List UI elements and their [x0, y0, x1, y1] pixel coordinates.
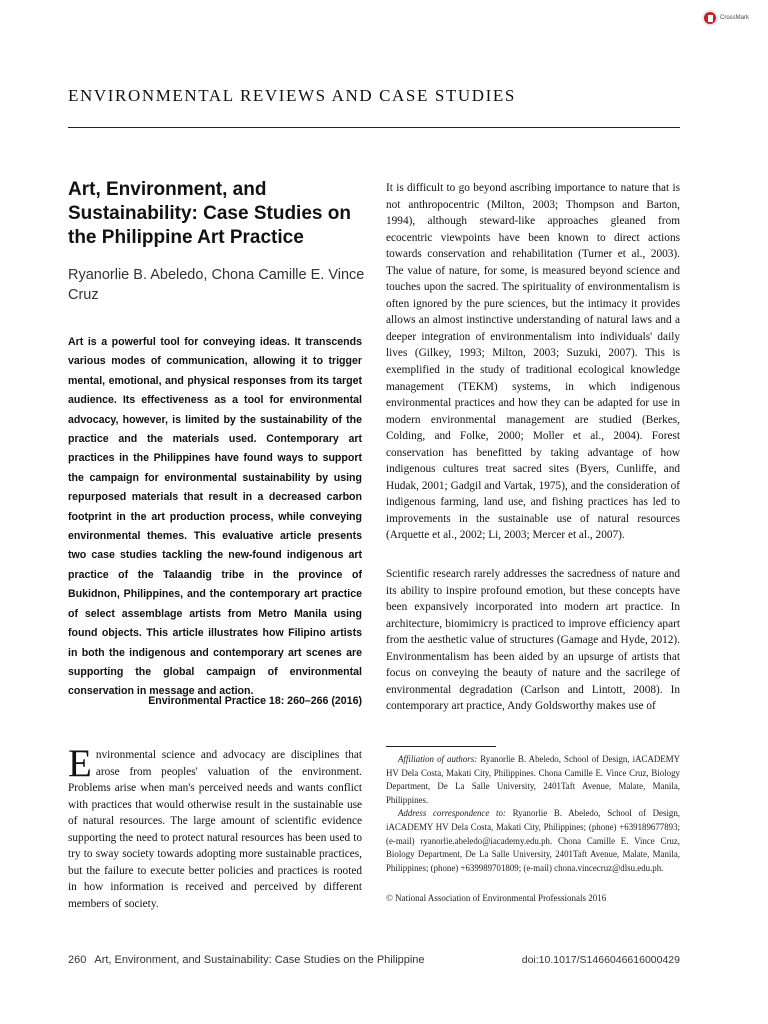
- running-title: Art, Environment, and Sustainability: Case Studies on the Philippine: [94, 954, 425, 966]
- crossmark-icon: [702, 10, 718, 26]
- journal-section-header: ENVIRONMENTAL REVIEWS AND CASE STUDIES: [68, 86, 516, 105]
- abstract: Art is a powerful tool for conveying ideas. It transcends various modes of communication, allowing it to trigger mental, emotional, and physical responses from its target audience. Its effectiveness as a tool for environmental advocacy, however, is limited by the sustainability of the practice and the materials used. Contemporary art practices in the Philippines have found ways to support the campaign for environmental sustainability by using repurposed materials that result in a decreased carbon footprint in the art production process, while conveying environmental themes. This evaluative article presents two case studies tackling the new-found indigenous art practice of the Talaandig tribe in the province of Bukidnon, Philippines, and the contemporary art practice of select assemblage artists from Metro Manila using found objects. This article illustrates how Filipino artists in both the indigenous and contemporary art scenes are supporting the global campaign of environmental conservation in message and action.: [68, 336, 362, 698]
- correspondence-label: Address correspondence to:: [398, 808, 506, 819]
- article-authors: Ryanorlie B. Abeledo, Chona Camille E. Vince Cruz: [68, 267, 365, 303]
- page-footer-left: [68, 954, 425, 966]
- body-paragraph-2: Scientific research rarely addresses the sacredness of nature and its ability to inspire profound emotion, but these concepts have been expansively incorporated into modern art practice. In architecture, biomimicry is practiced to improve efficiency apart from the aesthetic value of structures (Gamage and Hyde, 2012). Environmentalism has been aided by an upsurge of artists that focus on conveying the beauty of nature and the sacrilege of environmental degradation (Carlson and Lintott, 2008). In contemporary art practice, Andy Goldsworthy makes use of: [386, 568, 680, 713]
- footnote-rule: [386, 746, 496, 747]
- body-paragraph-1: It is difficult to go beyond ascribing importance to nature that is not anthropocentric (Milton, 2003; Thompson and Barton, 1994), although steward-like approaches gleaned from ecocentric viewpoints have been known to direct actions towards conservation and rehabilitation (Turner et al., 2003). The value of nature, for some, is measured beyond science and touches upon the sacred. The spirituality of environmentalism is often ignored by the pure sciences, but the intimacy it provides allows an almost instinctive understanding of natural laws and a deeper integration of environmentalism into individuals' daily lives (Gilkey, 1993; Milton, 2003; Suzuki, 2007). This is exemplified in the study of traditional ecological knowledge management (TEKM) systems, in which indigenous environmental practices and how they can be adapted for use in modern environmental management are studied (Berkes, Colding, and Folke, 2000; Moller et al., 2004). Forest conservation has benefitted by taking advantage of how indigenous cultures treat sacred sites (Byers, Cunliffe, and Hudak, 2001; Gadgil and Vartak, 1975), and the consideration of indigenous farming, land use, and fishing practices has led to improvements in the sustainable use of natural resources (Arquette et al., 2002; Li, 2003; Mercer et al., 2007).: [386, 182, 680, 542]
- article-title: Art, Environment, and Sustainability: Case Studies on the Philippine Art Practice: [68, 179, 351, 248]
- crossmark-badge[interactable]: [702, 8, 749, 28]
- correspondence-note: [386, 807, 680, 875]
- introduction-paragraph: [68, 742, 362, 912]
- drop-cap: E: [68, 742, 92, 785]
- affiliation-label: Affiliation of authors:: [398, 754, 478, 764]
- affiliation-text: Ryanorlie B. Abeledo, School of Design, iACADEMY HV Dela Costa, Makati City, Philippines. Chona Camille E. Vince Cruz, Biology Department, De La Salle University, 2401Taft Avenue, Malate, Manila, Philippines.: [386, 754, 680, 805]
- doi-link[interactable]: doi:10.1017/S1466046616000429: [521, 954, 680, 966]
- footnotes: [386, 753, 680, 875]
- affiliation-note: [386, 753, 680, 807]
- introduction-text: nvironmental science and advocacy are disciplines that arose from peoples' valuation of the environment. Problems arise when man's perceived needs and wants conflict with practices that would otherwise result in the sustainable use of natural resources. The large amount of scientific evidence supporting the need to protect natural resources has been used to try to sway society towards adopting more sustainable practices, but the failure to execute better policies and practices is rooted in how information is received and perceived by different members of society.: [68, 749, 362, 910]
- journal-citation: Environmental Practice 18: 260–266 (2016): [148, 695, 362, 707]
- correspondence-text: Ryanorlie B. Abeledo, School of Design, iACADEMY HV Dela Costa, Makati City, Philippines; (phone) +639189677893; (e-mail) ryanorlie.abeledo@iacademy.edu.ph. Chona Camille E. Vince Cruz, Biology Department, De La Salle University, 2401Taft Avenue, Malate, Manila, Philippines; (phone) +639989701809; (e-mail) chona.vincecruz@dlsu.edu.ph.: [386, 808, 681, 873]
- copyright-notice: © National Association of Environmental Professionals 2016: [386, 893, 607, 903]
- header-rule: [68, 127, 680, 128]
- crossmark-label: CrossMark: [720, 15, 750, 21]
- page-number: 260: [68, 954, 87, 966]
